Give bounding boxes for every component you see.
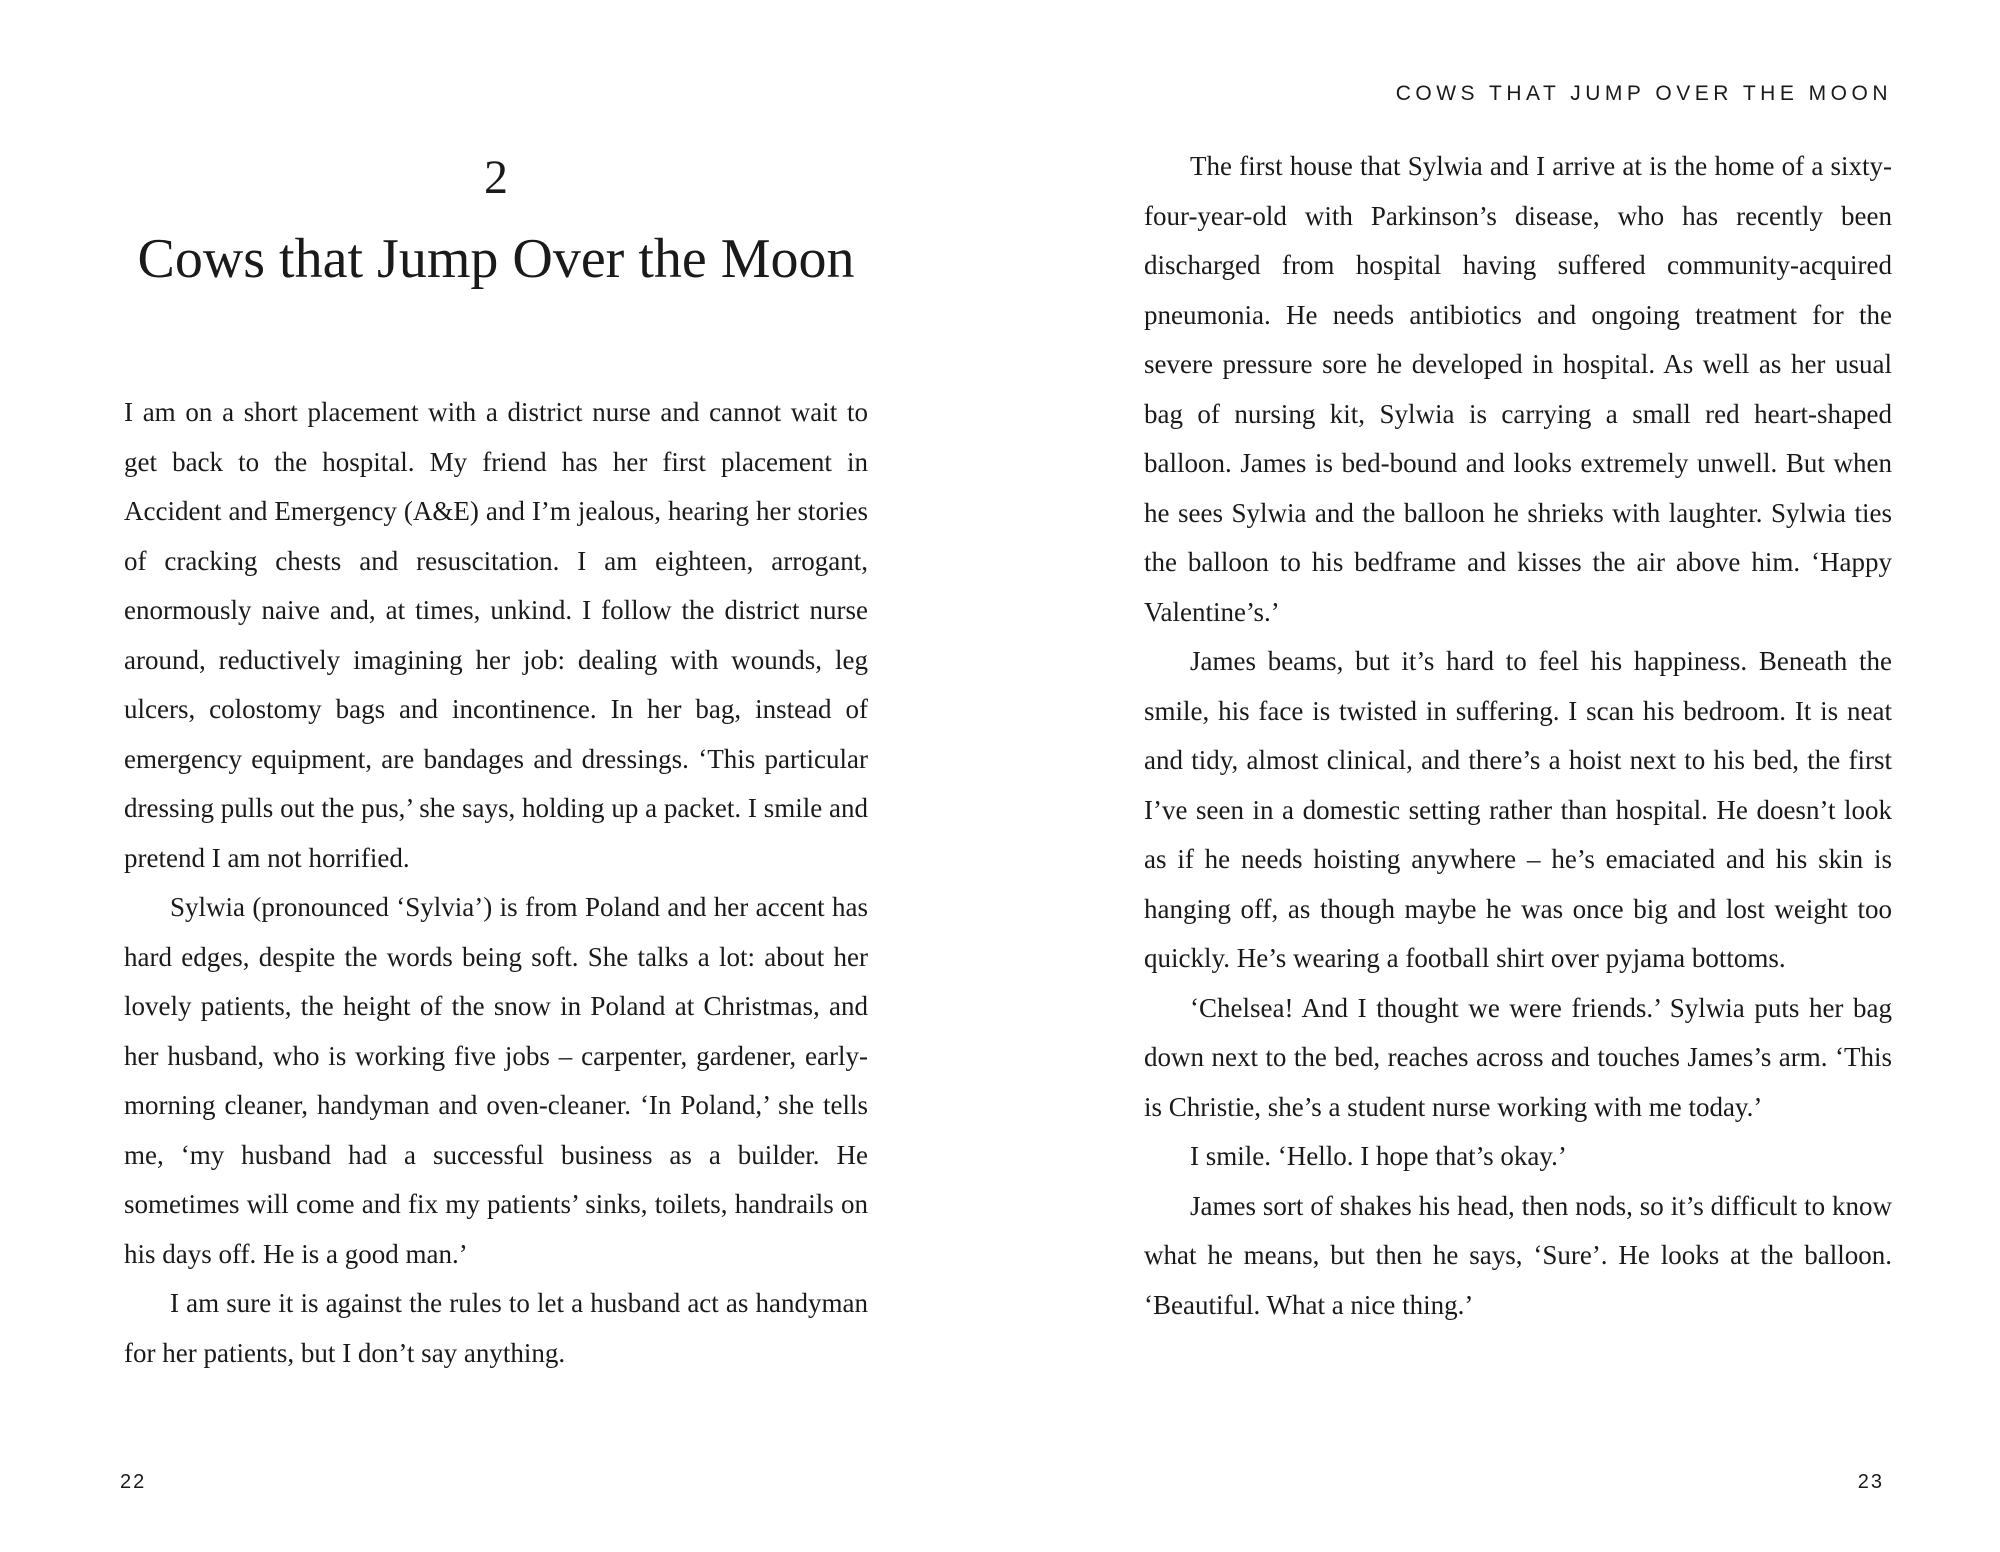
right-page xyxy=(1000,0,2000,1552)
left-page-body xyxy=(124,388,868,1378)
paragraph: ‘Chelsea! And I thought we were friends.’ Sylwia puts her bag down next to the bed, reaches across and touches James’s arm. ‘This is Christie, she’s a student nurse working with me today.’ xyxy=(1144,992,1892,1122)
paragraph: James beams, but it’s hard to feel his happiness. Beneath the smile, his face is twisted in suffering. I scan his bedroom. It is neat and tidy, almost clinical, and there’s a hoist next to his bed, the first I’ve seen in a domestic setting rather than hospital. He doesn’t look as if he needs hoisting anywhere – he’s emaciated and his skin is hanging off, as though maybe he was once big and lost weight too quickly. He’s wearing a football shirt over pyjama bottoms. xyxy=(1144,646,1892,973)
chapter-number: 2 xyxy=(484,151,508,204)
paragraph: I am sure it is against the rules to let a husband act as handyman for her patients, but I don’t say anything. xyxy=(124,1288,868,1368)
chapter-title: Cows that Jump Over the Moon xyxy=(137,228,855,290)
paragraph: The first house that Sylwia and I arrive at is the home of a sixty-four-year-old with Parkinson’s disease, who has recently been discharged from hospital having suffered community-acquired pneumonia. He needs antibiotics and ongoing treatment for the severe pressure sore he developed in hospital. As well as her usual bag of nursing kit, Sylwia is carrying a small red heart-shaped balloon. James is bed-bound and looks extremely unwell. But when he sees Sylwia and the balloon he shrieks with laughter. Sylwia ties the balloon to his bedframe and kisses the air above him. ‘Happy Valentine’s.’ xyxy=(1144,151,1892,627)
page-number: 23 xyxy=(1857,1471,1884,1493)
paragraph: James sort of shakes his head, then nods, so it’s difficult to know what he means, but then he says, ‘Sure’. He looks at the balloon. ‘Beautiful. What a nice thing.’ xyxy=(1144,1190,1892,1320)
page-number: 22 xyxy=(120,1471,147,1493)
paragraph: I smile. ‘Hello. I hope that’s okay.’ xyxy=(1190,1141,1567,1171)
right-page-body xyxy=(1144,142,1892,1330)
paragraph: I am on a short placement with a district nurse and cannot wait to get back to the hospital. My friend has her first placement in Accident and Emergency (A&E) and I’m jealous, hearing her stories of cracking chests and resuscitation. I am eighteen, arrogant, enormously naive and, at times, unkind. I follow the district nurse around, reductively imagining her job: dealing with wounds, leg ulcers, colostomy bags and incontinence. In her bag, instead of emergency equipment, are bandages and dressings. ‘This particular dressing pulls out the pus,’ she says, holding up a packet. I smile and pretend I am not horrified. xyxy=(124,397,868,873)
paragraph: Sylwia (pronounced ‘Sylvia’) is from Poland and her accent has hard edges, despite the words being soft. She talks a lot: about her lovely patients, the height of the snow in Poland at Christmas, and her husband, who is working five jobs – carpenter, gardener, early-morning cleaner, handyman and oven-cleaner. ‘In Poland,’ she tells me, ‘my husband had a successful business as a builder. He sometimes will come and fix my patients’ sinks, toilets, handrails on his days off. He is a good man.’ xyxy=(124,892,868,1269)
running-head: COWS THAT JUMP OVER THE MOON xyxy=(1395,82,1892,105)
